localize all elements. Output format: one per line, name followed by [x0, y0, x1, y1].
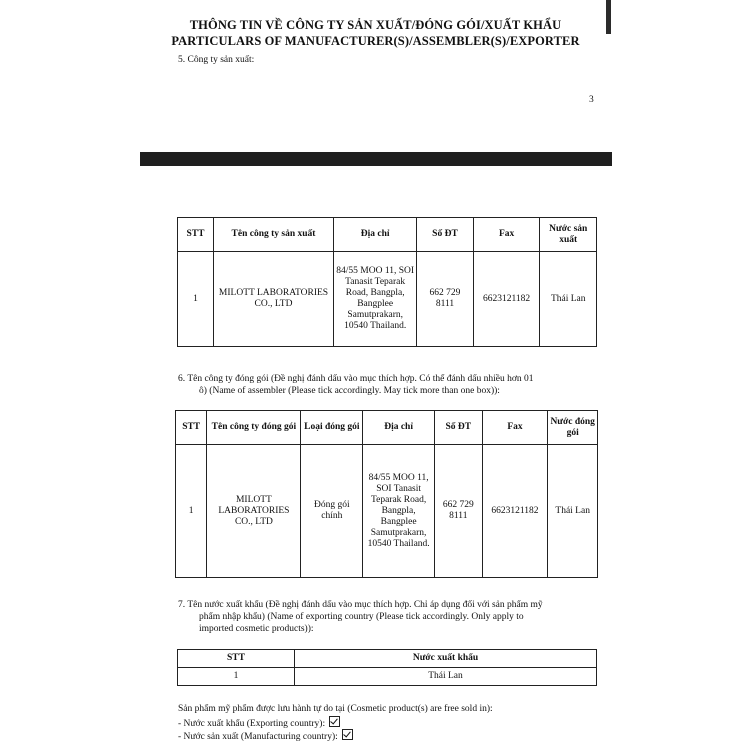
section-7-line2: phẩm nhập khẩu) (Name of exporting country (Please tick accordingly. Only apply to [199, 612, 524, 622]
cell-country: Thái Lan [540, 252, 597, 347]
table-row [178, 252, 597, 347]
cell-phone: 662 729 8111 [417, 252, 473, 347]
cell-export-country: Thái Lan [295, 668, 597, 686]
checkbox-checked-icon[interactable] [329, 716, 340, 727]
checkbox-checked-icon[interactable] [342, 729, 353, 740]
table-row [178, 668, 597, 686]
manufacturing-country-label: - Nước sản xuất (Manufacturing country): [178, 732, 338, 742]
cell-manufacturer: MILOTT LABORATORIES CO., LTD [213, 252, 333, 347]
export-country-table [177, 649, 597, 686]
cell-address: 84/55 MOO 11, SOI Tanasit Teparak Road, Bangpla, Bangplee Samutprakarn, 10540 Thailand. [334, 252, 417, 347]
manufacturer-table [177, 217, 597, 347]
col-export-country: Nước xuất khẩu [295, 650, 597, 668]
col-country: Nước đóng gói [548, 411, 598, 445]
section-6-line1: 6. Tên công ty đóng gói (Đề nghị đánh dấu vào mục thích hợp. Có thể đánh dấu nhiều hơn 01 [178, 374, 534, 384]
col-stt: STT [176, 411, 207, 445]
free-sale-line: Sản phẩm mỹ phẩm được lưu hành tự do tại (Cosmetic product(s) are free sold in): [178, 704, 493, 714]
table-header-row [178, 650, 597, 668]
cell-fax: 6623121182 [473, 252, 540, 347]
section-7-line3: imported cosmetic products)): [199, 624, 314, 634]
cell-country: Thái Lan [548, 445, 598, 578]
cell-stt: 1 [176, 445, 207, 578]
table-header-row [176, 411, 598, 445]
table-row [176, 445, 598, 578]
col-address: Địa chỉ [363, 411, 435, 445]
cell-phone: 662 729 8111 [435, 445, 483, 578]
title-vietnamese: THÔNG TIN VỀ CÔNG TY SẢN XUẤT/ĐÓNG GÓI/XUẤT KHẨU [189, 18, 562, 32]
col-fax: Fax [473, 218, 540, 252]
assembler-table [175, 410, 598, 578]
table-header-row [178, 218, 597, 252]
exporting-country-label: - Nước xuất khẩu (Exporting country): [178, 719, 326, 729]
col-stt: STT [178, 650, 295, 668]
col-country: Nước sản xuất [540, 218, 597, 252]
cell-stt: 1 [178, 252, 214, 347]
col-stt: STT [178, 218, 214, 252]
cell-assembly-type: Đóng gói chính [301, 445, 363, 578]
section-5-label: 5. Công ty sản xuất: [178, 55, 255, 65]
col-address: Địa chỉ [334, 218, 417, 252]
section-7-line1: 7. Tên nước xuất khẩu (Đề nghị đánh dấu vào mục thích hợp. Chỉ áp dụng đối với sản phẩm mỹ [178, 600, 543, 610]
col-phone: Số ĐT [417, 218, 473, 252]
col-fax: Fax [482, 411, 548, 445]
section-6-line2: ô) (Name of assembler (Please tick accordingly. May tick more than one box)): [199, 386, 500, 396]
col-manufacturer: Tên công ty sản xuất [213, 218, 333, 252]
title-english: PARTICULARS OF MANUFACTURER(S)/ASSEMBLER(S)/EXPORTER [171, 34, 580, 48]
col-assembler: Tên công ty đóng gói [207, 411, 301, 445]
cell-address: 84/55 MOO 11, SOI Tanasit Teparak Road, Bangpla, Bangplee Samutprakarn, 10540 Thailand. [363, 445, 435, 578]
col-phone: Số ĐT [435, 411, 483, 445]
col-assembly-type: Loại đóng gói [301, 411, 363, 445]
cell-assembler: MILOTT LABORATORIES CO., LTD [207, 445, 301, 578]
manufacturing-country-line [178, 729, 353, 744]
cell-fax: 6623121182 [482, 445, 548, 578]
page-divider-bar [140, 152, 612, 166]
cell-stt: 1 [178, 668, 295, 686]
page-number: 3 [589, 95, 594, 105]
